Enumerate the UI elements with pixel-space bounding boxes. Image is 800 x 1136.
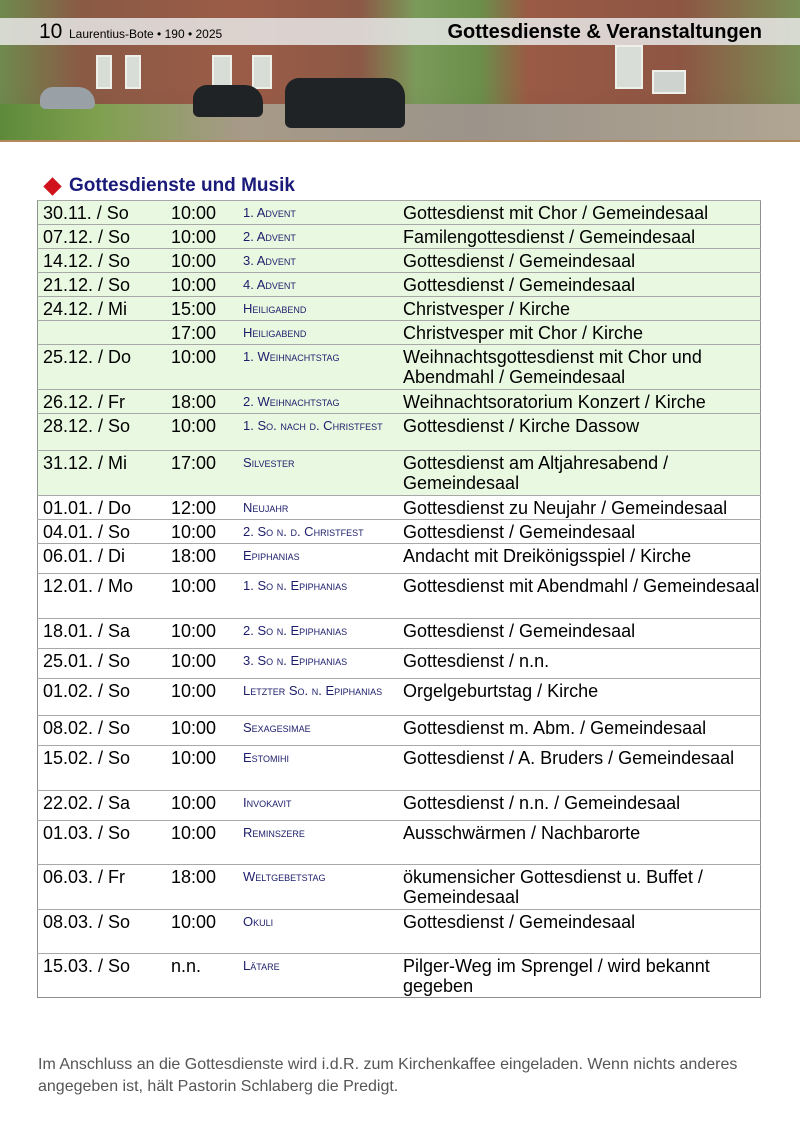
- schedule-row: [38, 451, 761, 496]
- feast-cell: 2. So n. d. Christfest: [243, 520, 403, 544]
- schedule-row: [38, 574, 761, 619]
- date-cell: [38, 321, 172, 345]
- description-cell: Gottesdienst / n.n.: [403, 649, 761, 679]
- feast-cell: 1. So. nach d. Christfest: [243, 414, 403, 451]
- time-cell: 10:00: [171, 791, 243, 821]
- date-cell: 18.01. / Sa: [38, 619, 172, 649]
- feast-cell: Okuli: [243, 910, 403, 954]
- schedule-row: [38, 201, 761, 225]
- description-cell: Ausschwärmen / Nachbarorte: [403, 821, 761, 865]
- description-cell: Pilger-Weg im Sprengel / wird bekannt gegeben: [403, 954, 761, 998]
- date-cell: 15.03. / So: [38, 954, 172, 998]
- time-cell: 18:00: [171, 865, 243, 910]
- feast-cell: 3. Advent: [243, 249, 403, 273]
- schedule-row: [38, 225, 761, 249]
- date-cell: 30.11. / So: [38, 201, 172, 225]
- schedule-row: [38, 716, 761, 746]
- description-cell: Gottesdienst / Gemeindesaal: [403, 273, 761, 297]
- description-cell: Gottesdienst / Gemeindesaal: [403, 910, 761, 954]
- time-cell: 10:00: [171, 345, 243, 390]
- notice-board: [652, 70, 686, 94]
- feast-cell: 4. Advent: [243, 273, 403, 297]
- photo-window: [96, 55, 112, 89]
- description-cell: Weihnachtsoratorium Konzert / Kirche: [403, 390, 761, 414]
- schedule-row: [38, 679, 761, 716]
- time-cell: 10:00: [171, 821, 243, 865]
- date-cell: 06.01. / Di: [38, 544, 172, 574]
- photo-car: [285, 78, 405, 128]
- description-cell: Gottesdienst am Altjahresabend / Gemeindesaal: [403, 451, 761, 496]
- schedule-row: [38, 321, 761, 345]
- page-number: 10: [39, 20, 63, 43]
- time-cell: 10:00: [171, 201, 243, 225]
- time-cell: 10:00: [171, 574, 243, 619]
- description-cell: Weihnachtsgottesdienst mit Chor und Abendmahl / Gemeindesaal: [403, 345, 761, 390]
- feast-cell: Neujahr: [243, 496, 403, 520]
- photo-window: [212, 55, 232, 89]
- description-cell: Andacht mit Dreikönigsspiel / Kirche: [403, 544, 761, 574]
- schedule-row: [38, 821, 761, 865]
- feast-cell: Sexagesimae: [243, 716, 403, 746]
- time-cell: 12:00: [171, 496, 243, 520]
- date-cell: 15.02. / So: [38, 746, 172, 791]
- date-cell: 21.12. / So: [38, 273, 172, 297]
- date-cell: 01.01. / Do: [38, 496, 172, 520]
- feast-cell: 1. Advent: [243, 201, 403, 225]
- date-cell: 01.03. / So: [38, 821, 172, 865]
- schedule-table: [37, 200, 761, 998]
- date-cell: 14.12. / So: [38, 249, 172, 273]
- time-cell: 10:00: [171, 249, 243, 273]
- schedule-row: [38, 619, 761, 649]
- feast-cell: Heiligabend: [243, 321, 403, 345]
- photo-window: [615, 45, 643, 89]
- schedule-row: [38, 273, 761, 297]
- schedule-row: [38, 954, 761, 998]
- description-cell: Gottesdienst / Gemeindesaal: [403, 619, 761, 649]
- date-cell: 08.02. / So: [38, 716, 172, 746]
- section-title: Gottesdienste & Veranstaltungen: [447, 21, 762, 43]
- time-cell: 10:00: [171, 273, 243, 297]
- schedule-row: [38, 249, 761, 273]
- schedule-row: [38, 746, 761, 791]
- description-cell: Familengottesdienst / Gemeindesaal: [403, 225, 761, 249]
- time-cell: 10:00: [171, 649, 243, 679]
- date-cell: 12.01. / Mo: [38, 574, 172, 619]
- time-cell: 15:00: [171, 297, 243, 321]
- time-cell: 10:00: [171, 910, 243, 954]
- time-cell: 10:00: [171, 520, 243, 544]
- time-cell: 10:00: [171, 716, 243, 746]
- diamond-bullet-icon: [43, 177, 61, 195]
- schedule-table-body: [38, 201, 761, 998]
- date-cell: 24.12. / Mi: [38, 297, 172, 321]
- photo-window: [125, 55, 141, 89]
- schedule-row: [38, 297, 761, 321]
- schedule-row: [38, 791, 761, 821]
- description-cell: Gottesdienst mit Chor / Gemeindesaal: [403, 201, 761, 225]
- feast-cell: 2. Advent: [243, 225, 403, 249]
- feast-cell: Invokavit: [243, 791, 403, 821]
- description-cell: Christvesper mit Chor / Kirche: [403, 321, 761, 345]
- schedule-row: [38, 520, 761, 544]
- date-cell: 06.03. / Fr: [38, 865, 172, 910]
- schedule-row: [38, 910, 761, 954]
- photo-window: [252, 55, 272, 89]
- feast-cell: Silvester: [243, 451, 403, 496]
- schedule-heading: [42, 175, 295, 197]
- time-cell: 18:00: [171, 390, 243, 414]
- schedule-row: [38, 496, 761, 520]
- date-cell: 25.12. / Do: [38, 345, 172, 390]
- time-cell: 10:00: [171, 679, 243, 716]
- feast-cell: 1. Weihnachtstag: [243, 345, 403, 390]
- time-cell: 10:00: [171, 746, 243, 791]
- schedule-row: [38, 390, 761, 414]
- date-cell: 25.01. / So: [38, 649, 172, 679]
- schedule-heading-text: Gottesdienste und Musik: [69, 175, 295, 196]
- feast-cell: Reminszere: [243, 821, 403, 865]
- description-cell: Christvesper / Kirche: [403, 297, 761, 321]
- schedule-row: [38, 865, 761, 910]
- header-photo: [0, 0, 800, 142]
- description-cell: Gottesdienst / Gemeindesaal: [403, 249, 761, 273]
- feast-cell: 3. So n. Epiphanias: [243, 649, 403, 679]
- feast-cell: Weltgebetstag: [243, 865, 403, 910]
- description-cell: ökumensicher Gottesdienst u. Buffet / Gemeindesaal: [403, 865, 761, 910]
- footer-note: Im Anschluss an die Gottesdienste wird i.d.R. zum Kirchenkaffee eingeladen. Wenn nichts anderes angegeben ist, hält Pastorin Schlaberg die Predigt.: [38, 1056, 738, 1095]
- publication-info: Laurentius-Bote • 190 • 2025: [69, 27, 223, 41]
- date-cell: 28.12. / So: [38, 414, 172, 451]
- description-cell: Gottesdienst / Kirche Dassow: [403, 414, 761, 451]
- time-cell: 10:00: [171, 225, 243, 249]
- schedule-row: [38, 649, 761, 679]
- schedule-row: [38, 345, 761, 390]
- time-cell: 17:00: [171, 321, 243, 345]
- date-cell: 22.02. / Sa: [38, 791, 172, 821]
- schedule-row: [38, 544, 761, 574]
- schedule-row: [38, 414, 761, 451]
- time-cell: 17:00: [171, 451, 243, 496]
- photo-car: [40, 87, 95, 109]
- feast-cell: Letzter So. n. Epiphanias: [243, 679, 403, 716]
- description-cell: Gottesdienst / A. Bruders / Gemeindesaal: [403, 746, 761, 791]
- description-cell: Gottesdienst zu Neujahr / Gemeindesaal: [403, 496, 761, 520]
- feast-cell: 2. So n. Epiphanias: [243, 619, 403, 649]
- date-cell: 01.02. / So: [38, 679, 172, 716]
- date-cell: 08.03. / So: [38, 910, 172, 954]
- feast-cell: Epiphanias: [243, 544, 403, 574]
- description-cell: Orgelgeburtstag / Kirche: [403, 679, 761, 716]
- description-cell: Gottesdienst / Gemeindesaal: [403, 520, 761, 544]
- date-cell: 07.12. / So: [38, 225, 172, 249]
- date-cell: 31.12. / Mi: [38, 451, 172, 496]
- date-cell: 04.01. / So: [38, 520, 172, 544]
- feast-cell: Lätare: [243, 954, 403, 998]
- time-cell: 10:00: [171, 414, 243, 451]
- time-cell: n.n.: [171, 954, 243, 998]
- description-cell: Gottesdienst m. Abm. / Gemeindesaal: [403, 716, 761, 746]
- description-cell: Gottesdienst mit Abendmahl / Gemeindesaal: [403, 574, 761, 619]
- feast-cell: 2. Weihnachtstag: [243, 390, 403, 414]
- feast-cell: Heiligabend: [243, 297, 403, 321]
- date-cell: 26.12. / Fr: [38, 390, 172, 414]
- feast-cell: 1. So n. Epiphanias: [243, 574, 403, 619]
- photo-car: [193, 85, 263, 117]
- description-cell: Gottesdienst / n.n. / Gemeindesaal: [403, 791, 761, 821]
- feast-cell: Estomihi: [243, 746, 403, 791]
- time-cell: 18:00: [171, 544, 243, 574]
- time-cell: 10:00: [171, 619, 243, 649]
